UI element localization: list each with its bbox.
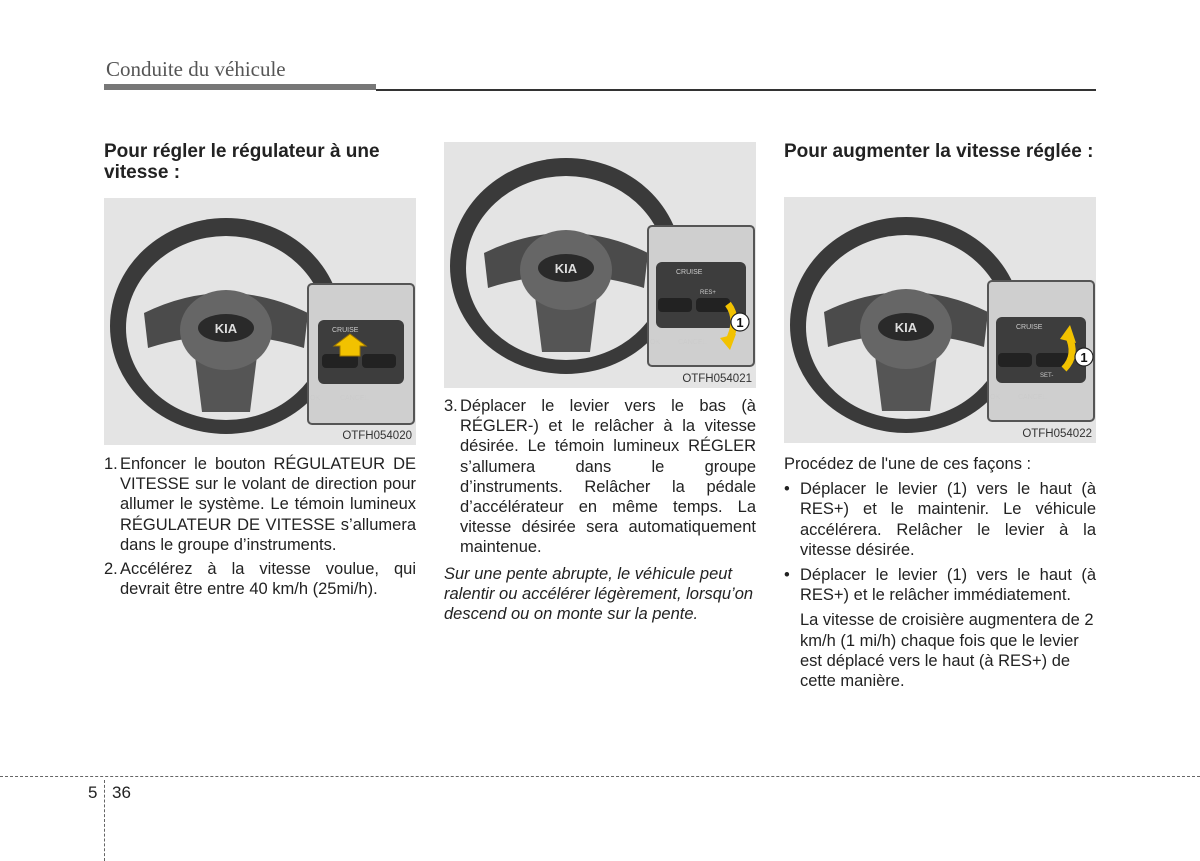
svg-text:OK: OK xyxy=(310,395,321,402)
list-item: • Déplacer le levier (1) vers le haut (à RES+) et le maintenir. Le véhicule accélérera. Relâcher le levier à la vitesse désirée. xyxy=(784,480,1096,559)
svg-text:RES+: RES+ xyxy=(700,290,716,296)
svg-text:OK: OK xyxy=(650,339,661,346)
steering-wheel-figure-1 xyxy=(104,198,416,445)
figure-code: OTFH054021 xyxy=(682,373,752,385)
svg-text:CANCEL: CANCEL xyxy=(1018,394,1047,401)
header-rule-thin xyxy=(376,89,1096,91)
section-heading-set-speed: Pour régler le régulateur à une vitesse : xyxy=(104,141,380,183)
svg-text:CRUISE: CRUISE xyxy=(676,269,703,276)
svg-text:CRUISE: CRUISE xyxy=(1016,324,1043,331)
svg-text:CANCEL: CANCEL xyxy=(340,395,369,402)
kia-logo: KIA xyxy=(214,321,238,336)
list-item: • Déplacer le levier (1) vers le haut (à RES+) et le relâcher immédiatement. xyxy=(784,566,1096,605)
svg-text:1: 1 xyxy=(736,315,744,330)
col1-steps xyxy=(104,454,416,599)
footer-divider xyxy=(104,780,105,861)
kia-logo: KIA xyxy=(554,261,578,276)
figure-code: OTFH054022 xyxy=(1022,428,1092,440)
steering-wheel-illustration xyxy=(104,198,416,445)
svg-text:OK: OK xyxy=(990,394,1001,401)
steering-wheel-illustration xyxy=(444,142,756,388)
steering-wheel-illustration xyxy=(784,197,1096,443)
steering-wheel-figure-2 xyxy=(444,142,756,388)
col2-steps xyxy=(444,396,756,624)
footer-rule xyxy=(0,776,1200,777)
list-item: 1. Enfoncer le bouton RÉGULATEUR DE VITESSE sur le volant de direction pour allumer le système. Le témoin lumineux RÉGULATEUR DE VITESSE s’allumera dans le groupe d’instruments. xyxy=(104,455,416,554)
list-item: 3. Déplacer le levier vers le bas (à RÉGLER-) et le relâcher à la vitesse désirée. Le témoin lumineux RÉGLER s’allumera dans le groupe d’instruments. Relâcher la pédale d’accélérateur en même temps. La vitesse désirée sera automatiquement maintenue. xyxy=(444,397,756,557)
kia-logo: KIA xyxy=(894,320,918,335)
section-heading-increase-speed: Pour augmenter la vitesse réglée : xyxy=(784,141,1094,162)
caution-note: Sur une pente abrupte, le véhicule peut ralentir ou accélérer légèrement, lorsqu’on descend ou on monte sur la pente. xyxy=(444,564,754,624)
figure-code: OTFH054020 xyxy=(342,430,412,442)
svg-text:CRUISE: CRUISE xyxy=(332,327,359,334)
page-number: 36 xyxy=(112,783,131,802)
followup-text: La vitesse de croisière augmentera de 2 km/h (1 mi/h) chaque fois que le levier est déplacé vers le haut (à RES+) de cette manière. xyxy=(800,611,1094,691)
svg-text:CANCEL: CANCEL xyxy=(678,339,707,346)
chapter-number: 5 xyxy=(88,783,98,802)
intro-text: Procédez de l'une de ces façons : xyxy=(784,455,1032,473)
header-rule-thick xyxy=(104,84,376,90)
col3-steps xyxy=(784,454,1096,691)
svg-text:SET-: SET- xyxy=(1040,373,1054,379)
running-header: Conduite du véhicule xyxy=(106,57,286,81)
list-item: 2. Accélérez à la vitesse voulue, qui devrait être entre 40 km/h (25mi/h). xyxy=(104,560,416,599)
svg-text:1: 1 xyxy=(1080,350,1088,365)
steering-wheel-figure-3 xyxy=(784,197,1096,443)
